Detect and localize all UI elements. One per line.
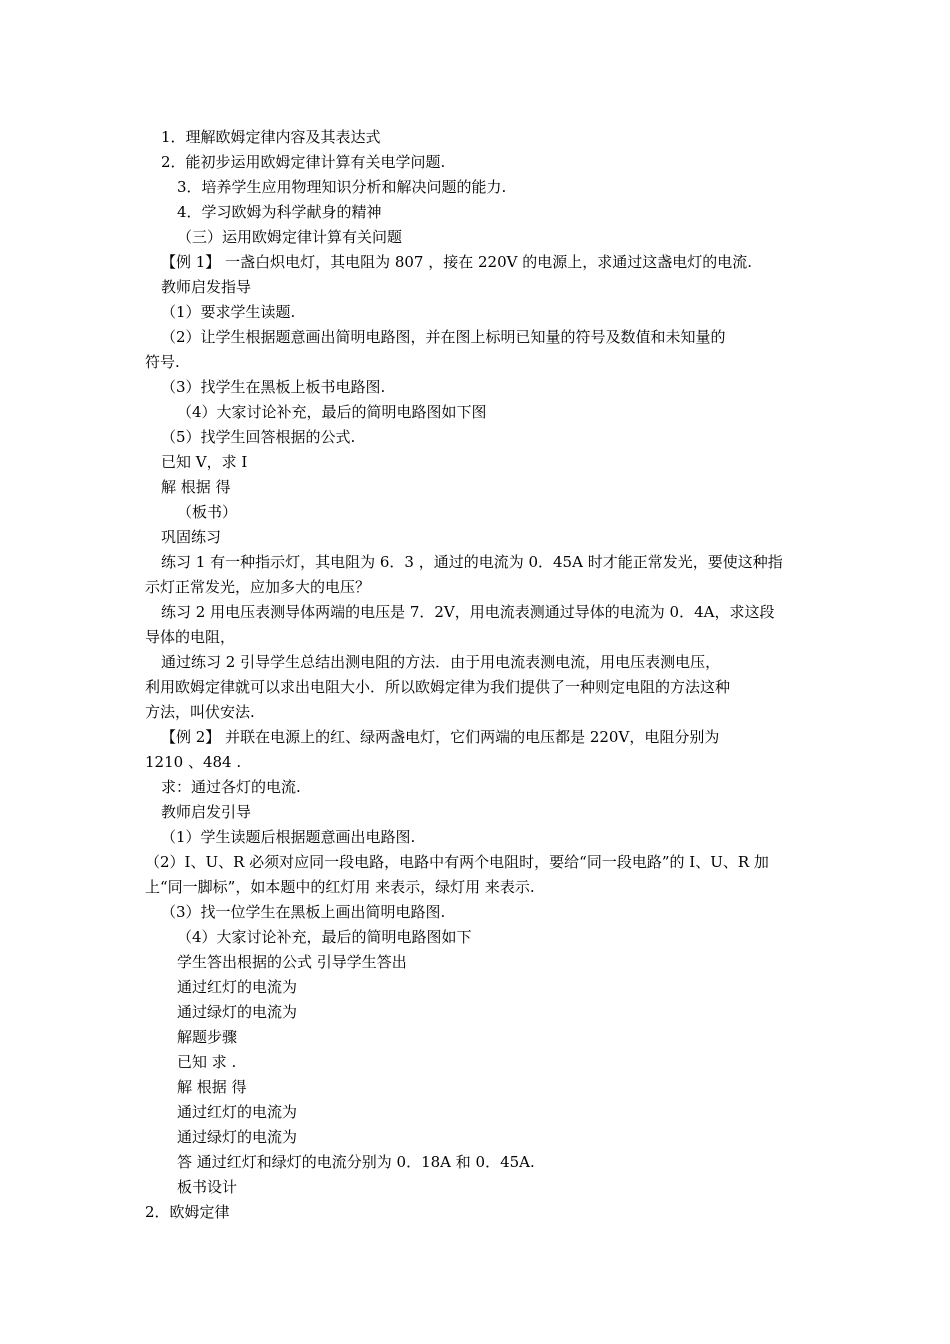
objective-1: 1．理解欧姆定律内容及其表达式 — [161, 128, 381, 146]
step-4: （4）大家讨论补充，最后的简明电路图如下图 — [177, 403, 487, 421]
example-2-continued: 1210 、484 . — [145, 753, 242, 771]
guide-step-1: （1）学生读题后根据题意画出电路图. — [161, 828, 416, 846]
practice-2: 练习 2 用电压表测导体两端的电压是 7．2V，用电流表测通过导体的电流为 0．4A，求这段 — [161, 603, 775, 621]
solution-steps-heading: 解题步骤 — [177, 1028, 238, 1046]
board-design-heading: 板书设计 — [177, 1178, 238, 1196]
guide-step-3: （3）找一位学生在黑板上画出简明电路图. — [161, 903, 446, 921]
board-note: （板书） — [177, 503, 238, 521]
guide-step-4: （4）大家讨论补充，最后的简明电路图如下 — [177, 928, 472, 946]
step-3: （3）找学生在黑板上板书电路图. — [161, 378, 386, 396]
given-line-2: 已知 求 . — [177, 1053, 237, 1071]
practice-2-continued: 导体的电阻， — [145, 628, 236, 646]
section-heading: （三）运用欧姆定律计算有关问题 — [177, 228, 403, 246]
ohms-law-heading: 2．欧姆定律 — [145, 1203, 230, 1221]
method-summary-1: 通过练习 2 引导学生总结出测电阻的方法．由于用电流表测电流，用电压表测电压， — [161, 653, 721, 671]
red-lamp-current: 通过红灯的电流为 — [177, 978, 298, 996]
green-lamp-current: 通过绿灯的电流为 — [177, 1003, 298, 1021]
teacher-guidance: 教师启发指导 — [161, 278, 252, 296]
step-1: （1）要求学生读题. — [161, 303, 296, 321]
step-5: （5）找学生回答根据的公式. — [161, 428, 356, 446]
given-line: 已知 V，求 I — [161, 453, 248, 471]
objective-2: 2．能初步运用欧姆定律计算有关电学问题. — [161, 153, 446, 171]
formula-prompt: 学生答出根据的公式 引导学生答出 — [177, 953, 407, 971]
answer-line: 答 通过红灯和绿灯的电流分别为 0．18A 和 0．45A. — [177, 1153, 535, 1171]
practice-heading: 巩固练习 — [161, 528, 222, 546]
guide-step-2: （2）I、U、R 必须对应同一段电路，电路中有两个电阻时，要给“同一段电路”的 I、U、R 加 — [145, 853, 769, 871]
guide-step-2-continued: 上“同一脚标”，如本题中的红灯用 来表示，绿灯用 来表示. — [145, 878, 535, 896]
red-lamp-current-2: 通过红灯的电流为 — [177, 1103, 298, 1121]
green-lamp-current-2: 通过绿灯的电流为 — [177, 1128, 298, 1146]
practice-1: 练习 1 有一种指示灯，其电阻为 6．3 ，通过的电流为 0．45A 时才能正常发光，要使这种指 — [161, 553, 783, 571]
example-2-text: 【例 2】 并联在电源上的红、绿两盏电灯，它们两端的电压都是 220V，电阻分别为 — [161, 728, 720, 746]
step-2: （2）让学生根据题意画出简明电路图，并在图上标明已知量的符号及数值和未知量的 — [161, 328, 726, 346]
method-summary-2: 利用欧姆定律就可以求出电阻大小．所以欧姆定律为我们提供了一种则定电阻的方法这种 — [145, 678, 731, 696]
example-2-question: 求：通过各灯的电流. — [161, 778, 301, 796]
step-2-continued: 符号. — [145, 353, 180, 371]
teacher-guidance-2: 教师启发引导 — [161, 803, 252, 821]
method-summary-3: 方法，叫伏安法. — [145, 703, 255, 721]
objective-3: 3．培养学生应用物理知识分析和解决问题的能力. — [177, 178, 507, 196]
example-1-text: 【例 1】 一盏白炽电灯，其电阻为 807 ，接在 220V 的电源上，求通过这盏电灯的电流. — [161, 253, 753, 271]
objective-4: 4．学习欧姆为科学献身的精神 — [177, 203, 382, 221]
practice-1-continued: 示灯正常发光，应加多大的电压？ — [145, 578, 371, 596]
solution-line: 解 根据 得 — [161, 478, 231, 496]
solution-line-2: 解 根据 得 — [177, 1078, 247, 1096]
